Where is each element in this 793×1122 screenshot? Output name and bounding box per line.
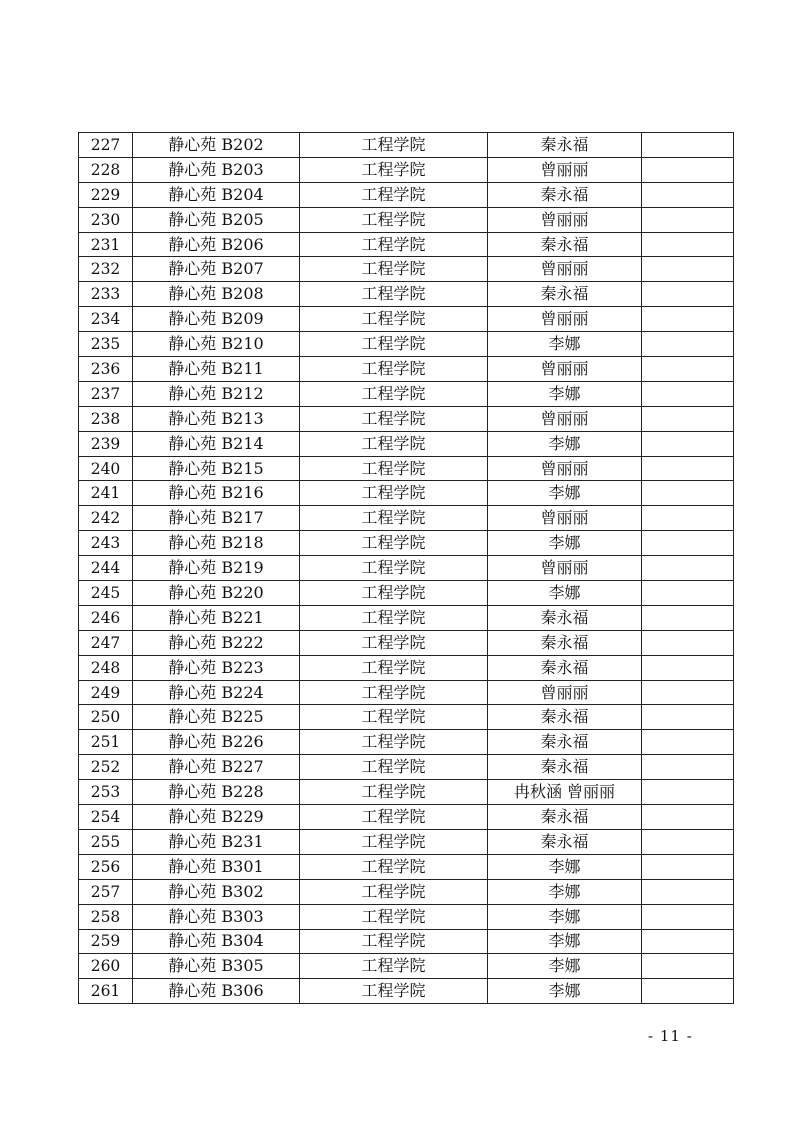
room-cell: 静心苑 B203 [133,157,300,182]
row-number-cell: 246 [79,605,133,630]
row-number-cell: 235 [79,332,133,357]
row-number-cell: 256 [79,854,133,879]
table-row [79,730,734,755]
room-cell: 静心苑 B301 [133,854,300,879]
contact-name-cell: 秦永福 [488,282,642,307]
row-number-cell: 252 [79,755,133,780]
room-cell: 静心苑 B216 [133,481,300,506]
contact-name-cell: 曾丽丽 [488,506,642,531]
table-row [79,854,734,879]
note-cell [642,929,734,954]
room-cell: 静心苑 B225 [133,705,300,730]
college-cell: 工程学院 [300,257,488,282]
room-cell: 静心苑 B211 [133,357,300,382]
table-row [79,581,734,606]
room-cell: 静心苑 B223 [133,655,300,680]
table-row [79,406,734,431]
row-number-cell: 242 [79,506,133,531]
contact-name-cell: 秦永福 [488,805,642,830]
note-cell [642,307,734,332]
college-cell: 工程学院 [300,332,488,357]
college-cell: 工程学院 [300,780,488,805]
room-cell: 静心苑 B221 [133,605,300,630]
table-row [79,680,734,705]
row-number-cell: 229 [79,182,133,207]
row-number-cell: 239 [79,431,133,456]
table-row [79,655,734,680]
table-row [79,929,734,954]
college-cell: 工程学院 [300,680,488,705]
college-cell: 工程学院 [300,630,488,655]
contact-name-cell: 曾丽丽 [488,307,642,332]
row-number-cell: 237 [79,381,133,406]
note-cell [642,805,734,830]
row-number-cell: 234 [79,307,133,332]
row-number-cell: 244 [79,556,133,581]
table-row [79,307,734,332]
contact-name-cell: 秦永福 [488,605,642,630]
room-cell: 静心苑 B226 [133,730,300,755]
contact-name-cell: 秦永福 [488,182,642,207]
note-cell [642,556,734,581]
row-number-cell: 228 [79,157,133,182]
room-cell: 静心苑 B305 [133,954,300,979]
note-cell [642,506,734,531]
contact-name-cell: 秦永福 [488,755,642,780]
college-cell: 工程学院 [300,655,488,680]
table-row [79,954,734,979]
row-number-cell: 260 [79,954,133,979]
room-cell: 静心苑 B209 [133,307,300,332]
college-cell: 工程学院 [300,705,488,730]
note-cell [642,755,734,780]
college-cell: 工程学院 [300,854,488,879]
note-cell [642,829,734,854]
note-cell [642,232,734,257]
table-row [79,481,734,506]
table-row [79,780,734,805]
row-number-cell: 250 [79,705,133,730]
row-number-cell: 254 [79,805,133,830]
row-number-cell: 253 [79,780,133,805]
room-cell: 静心苑 B214 [133,431,300,456]
contact-name-cell: 秦永福 [488,630,642,655]
contact-name-cell: 曾丽丽 [488,207,642,232]
contact-name-cell: 李娜 [488,929,642,954]
contact-name-cell: 李娜 [488,332,642,357]
contact-name-cell: 秦永福 [488,232,642,257]
college-cell: 工程学院 [300,581,488,606]
contact-name-cell: 曾丽丽 [488,357,642,382]
contact-name-cell: 李娜 [488,904,642,929]
contact-name-cell: 曾丽丽 [488,157,642,182]
college-cell: 工程学院 [300,929,488,954]
room-cell: 静心苑 B231 [133,829,300,854]
note-cell [642,904,734,929]
college-cell: 工程学院 [300,605,488,630]
row-number-cell: 230 [79,207,133,232]
note-cell [642,655,734,680]
college-cell: 工程学院 [300,556,488,581]
contact-name-cell: 秦永福 [488,829,642,854]
table-row [79,506,734,531]
table-row [79,157,734,182]
row-number-cell: 241 [79,481,133,506]
table-row [79,381,734,406]
college-cell: 工程学院 [300,979,488,1004]
room-cell: 静心苑 B227 [133,755,300,780]
table-row [79,805,734,830]
college-cell: 工程学院 [300,406,488,431]
table-row [79,257,734,282]
row-number-cell: 233 [79,282,133,307]
contact-name-cell: 李娜 [488,879,642,904]
row-number-cell: 245 [79,581,133,606]
table-row [79,755,734,780]
note-cell [642,680,734,705]
table-row [79,357,734,382]
note-cell [642,979,734,1004]
table-row [79,456,734,481]
table-row [79,431,734,456]
contact-name-cell: 李娜 [488,979,642,1004]
contact-name-cell: 曾丽丽 [488,556,642,581]
room-cell: 静心苑 B304 [133,929,300,954]
contact-name-cell: 李娜 [488,431,642,456]
room-cell: 静心苑 B224 [133,680,300,705]
note-cell [642,879,734,904]
college-cell: 工程学院 [300,755,488,780]
room-cell: 静心苑 B215 [133,456,300,481]
table-row [79,182,734,207]
room-cell: 静心苑 B207 [133,257,300,282]
row-number-cell: 249 [79,680,133,705]
room-cell: 静心苑 B302 [133,879,300,904]
note-cell [642,456,734,481]
room-cell: 静心苑 B229 [133,805,300,830]
room-cell: 静心苑 B220 [133,581,300,606]
college-cell: 工程学院 [300,904,488,929]
row-number-cell: 251 [79,730,133,755]
note-cell [642,605,734,630]
table-row [79,705,734,730]
note-cell [642,157,734,182]
college-cell: 工程学院 [300,307,488,332]
college-cell: 工程学院 [300,357,488,382]
note-cell [642,630,734,655]
contact-name-cell: 李娜 [488,854,642,879]
contact-name-cell: 秦永福 [488,705,642,730]
note-cell [642,780,734,805]
note-cell [642,481,734,506]
room-cell: 静心苑 B306 [133,979,300,1004]
contact-name-cell: 李娜 [488,581,642,606]
note-cell [642,332,734,357]
room-cell: 静心苑 B228 [133,780,300,805]
contact-name-cell: 秦永福 [488,655,642,680]
row-number-cell: 240 [79,456,133,481]
contact-name-cell: 曾丽丽 [488,406,642,431]
row-number-cell: 247 [79,630,133,655]
college-cell: 工程学院 [300,506,488,531]
table-row [79,531,734,556]
note-cell [642,730,734,755]
college-cell: 工程学院 [300,829,488,854]
college-cell: 工程学院 [300,381,488,406]
note-cell [642,381,734,406]
row-number-cell: 231 [79,232,133,257]
contact-name-cell: 曾丽丽 [488,456,642,481]
contact-name-cell: 李娜 [488,481,642,506]
note-cell [642,581,734,606]
college-cell: 工程学院 [300,481,488,506]
contact-name-cell: 冉秋涵 曾丽丽 [488,780,642,805]
college-cell: 工程学院 [300,182,488,207]
contact-name-cell: 曾丽丽 [488,680,642,705]
row-number-cell: 243 [79,531,133,556]
row-number-cell: 259 [79,929,133,954]
contact-name-cell: 李娜 [488,531,642,556]
table-row [79,605,734,630]
college-cell: 工程学院 [300,456,488,481]
page-number: - 11 - [648,1027,693,1045]
note-cell [642,431,734,456]
table-row [79,879,734,904]
college-cell: 工程学院 [300,531,488,556]
college-cell: 工程学院 [300,232,488,257]
college-cell: 工程学院 [300,133,488,158]
contact-name-cell: 秦永福 [488,133,642,158]
college-cell: 工程学院 [300,282,488,307]
row-number-cell: 236 [79,357,133,382]
college-cell: 工程学院 [300,805,488,830]
note-cell [642,705,734,730]
table-row [79,556,734,581]
room-cell: 静心苑 B219 [133,556,300,581]
note-cell [642,182,734,207]
contact-name-cell: 曾丽丽 [488,257,642,282]
table-row [79,133,734,158]
room-cell: 静心苑 B206 [133,232,300,257]
table-row [79,979,734,1004]
table-row [79,332,734,357]
contact-name-cell: 李娜 [488,381,642,406]
room-cell: 静心苑 B303 [133,904,300,929]
row-number-cell: 258 [79,904,133,929]
row-number-cell: 261 [79,979,133,1004]
contact-name-cell: 秦永福 [488,730,642,755]
note-cell [642,282,734,307]
college-cell: 工程学院 [300,207,488,232]
row-number-cell: 227 [79,133,133,158]
room-cell: 静心苑 B217 [133,506,300,531]
college-cell: 工程学院 [300,431,488,456]
room-cell: 静心苑 B218 [133,531,300,556]
college-cell: 工程学院 [300,730,488,755]
college-cell: 工程学院 [300,879,488,904]
note-cell [642,531,734,556]
table-row [79,630,734,655]
table-row [79,207,734,232]
table-row [79,829,734,854]
note-cell [642,133,734,158]
room-cell: 静心苑 B208 [133,282,300,307]
college-cell: 工程学院 [300,157,488,182]
dormitory-table [78,132,734,1004]
note-cell [642,406,734,431]
row-number-cell: 232 [79,257,133,282]
room-cell: 静心苑 B222 [133,630,300,655]
row-number-cell: 257 [79,879,133,904]
note-cell [642,954,734,979]
room-cell: 静心苑 B202 [133,133,300,158]
table-row [79,904,734,929]
note-cell [642,257,734,282]
college-cell: 工程学院 [300,954,488,979]
row-number-cell: 248 [79,655,133,680]
table-row [79,232,734,257]
room-cell: 静心苑 B213 [133,406,300,431]
contact-name-cell: 李娜 [488,954,642,979]
room-cell: 静心苑 B210 [133,332,300,357]
row-number-cell: 238 [79,406,133,431]
note-cell [642,854,734,879]
note-cell [642,357,734,382]
room-cell: 静心苑 B205 [133,207,300,232]
room-cell: 静心苑 B212 [133,381,300,406]
row-number-cell: 255 [79,829,133,854]
room-cell: 静心苑 B204 [133,182,300,207]
table-row [79,282,734,307]
note-cell [642,207,734,232]
table-body [79,133,734,1004]
